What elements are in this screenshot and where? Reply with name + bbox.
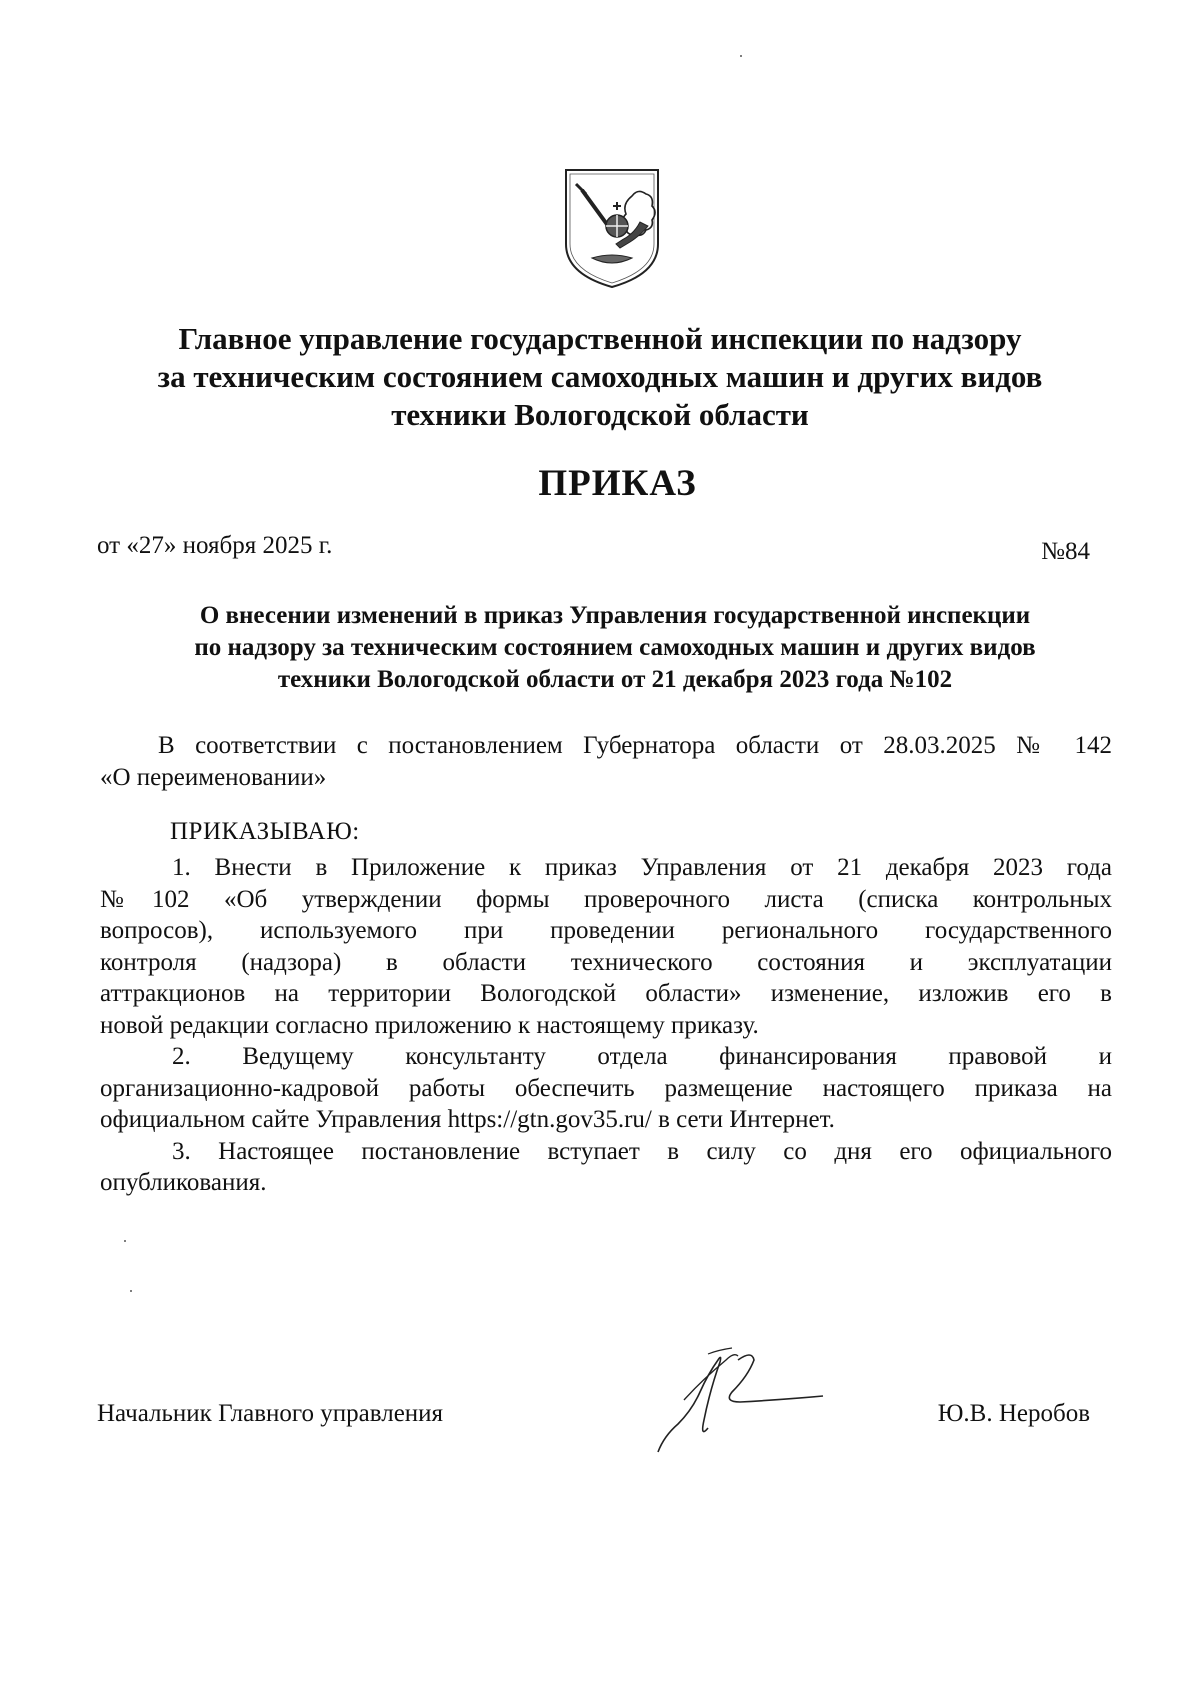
handwritten-signature xyxy=(648,1340,838,1460)
subject-line: О внесении изменений в приказ Управления государственной инспекции xyxy=(199,602,1031,629)
item-2-line: официальном сайте Управления https://gtn.gov35.ru/ в сети Интернет. xyxy=(100,1106,835,1133)
legal-basis-paragraph xyxy=(100,730,1112,794)
scan-speck xyxy=(740,55,742,57)
scan-speck xyxy=(124,1240,126,1242)
item-3-line: 3. Настоящее постановление вступает в силу со дня его официального xyxy=(172,1137,1112,1165)
subject-line: техники Вологодской области от 21 декабря 2023 года №102 xyxy=(277,666,953,693)
document-number: №84 xyxy=(1041,538,1090,565)
document-type-heading: ПРИКАЗ xyxy=(538,463,697,504)
signatory-name: Ю.В. Неробов xyxy=(937,1400,1090,1427)
basis-line: В соответствии с постановлением Губернатора области от 28.03.2025 № 142 xyxy=(158,732,1112,759)
item-1-line: контроля (надзора) в области технического состояния и эксплуатации xyxy=(100,948,1112,976)
item-3-line: опубликования. xyxy=(100,1169,267,1196)
organization-title-line: Главное управление государственной инспекции по надзору xyxy=(178,321,1022,356)
signatory-position: Начальник Главного управления xyxy=(97,1400,444,1427)
item-1-line: 1. Внести в Приложение к приказ Управления от 21 декабря 2023 года xyxy=(172,854,1112,881)
organization-title-line: техники Вологодской области xyxy=(391,397,809,432)
document-date: от «27» ноября 2025 г. xyxy=(97,532,333,559)
item-1-line: новой редакции согласно приложению к настоящему приказу. xyxy=(100,1011,759,1039)
document-subject xyxy=(110,600,1120,696)
item-1-line: аттракционов на территории Вологодской области» изменение, изложив его в xyxy=(100,980,1112,1007)
item-1-line: №102 «Об утверждении формы проверочного листа (списка контрольных xyxy=(100,885,1112,913)
item-2-line: организационно-кадровой работы обеспечить размещение настоящего приказа на xyxy=(100,1074,1112,1102)
scan-speck xyxy=(130,1290,132,1292)
organization-title-line: за техническим состоянием самоходных машин и других видов xyxy=(157,359,1043,394)
item-2-line: 2. Ведущему консультанту отдела финансирования правовой и xyxy=(172,1043,1112,1070)
organization-title xyxy=(120,320,1080,434)
order-items xyxy=(100,852,1112,1199)
coat-of-arms-icon xyxy=(562,166,662,291)
order-directive-word: ПРИКАЗЫВАЮ: xyxy=(170,818,360,845)
item-1-line: вопросов), используемого при проведении регионального государственного xyxy=(100,917,1112,944)
basis-line: «О переименовании» xyxy=(100,764,327,791)
subject-line: по надзору за техническим состоянием самоходных машин и других видов xyxy=(194,634,1036,661)
